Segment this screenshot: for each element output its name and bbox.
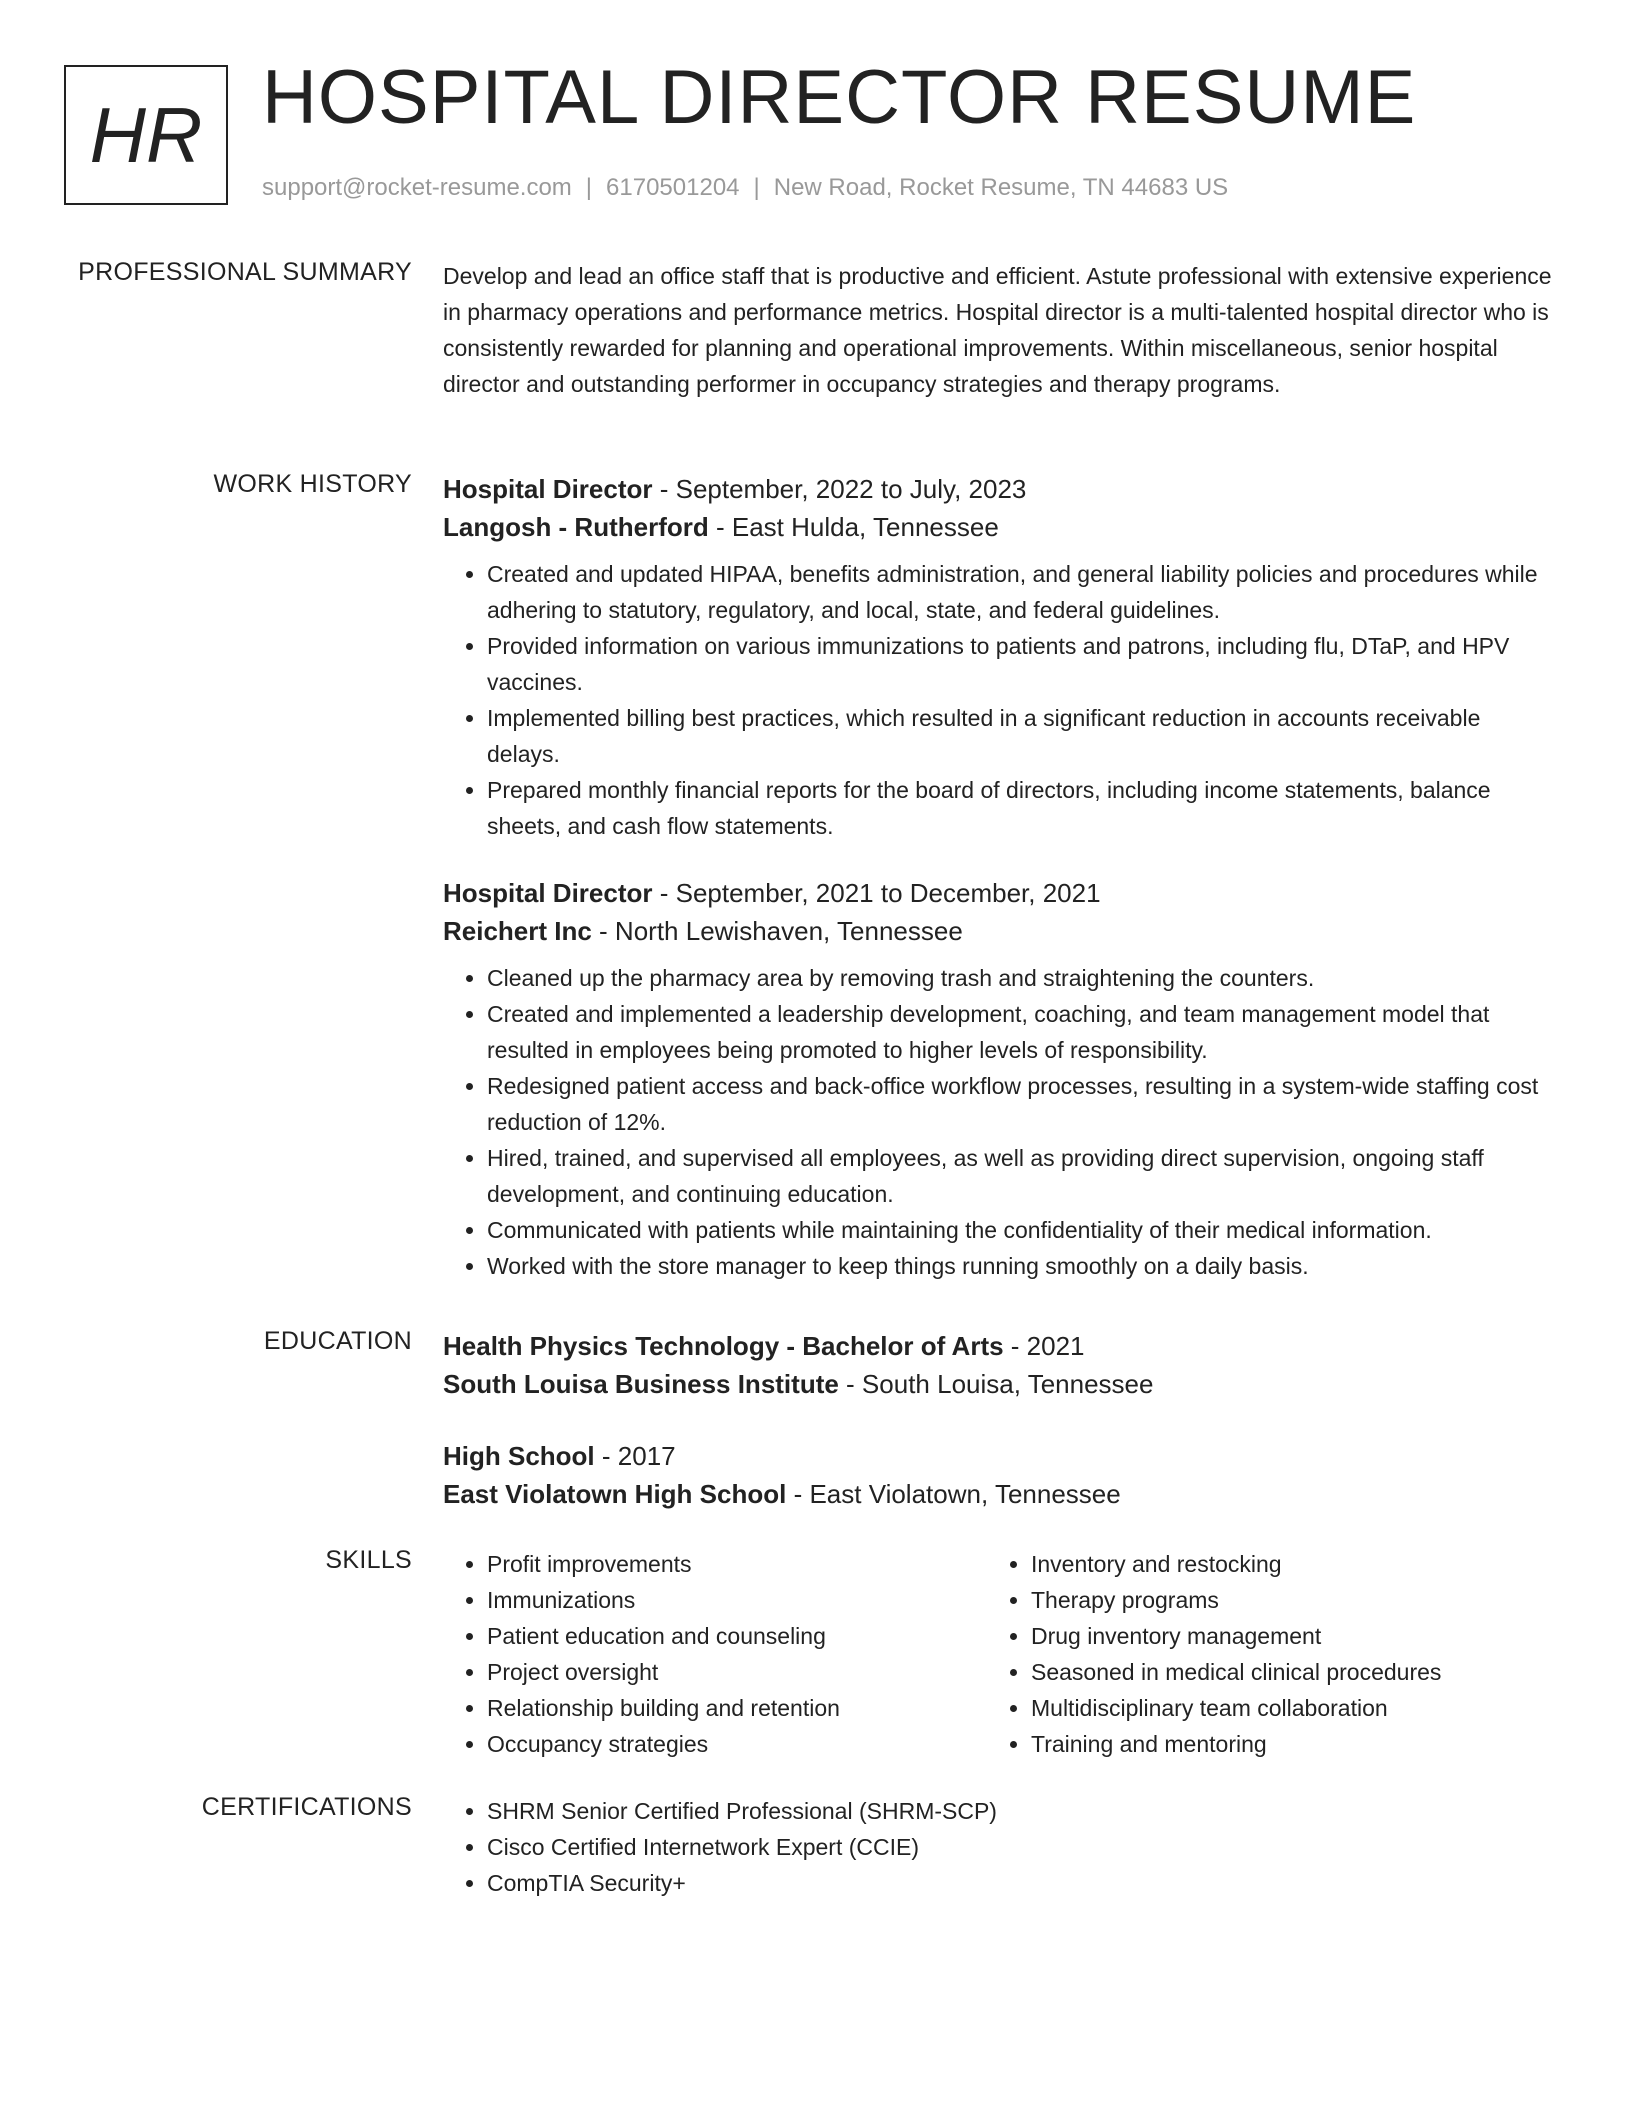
contact-address: New Road, Rocket Resume, TN 44683 US (773, 174, 1229, 201)
list-item: • Patient education and counseling (487, 1618, 987, 1654)
separator: | (753, 174, 760, 201)
summary-text: Develop and lead an office staff that is productive and efficient. Astute professional with extensive experience in pharmacy operations and performance metrics. Hospital director is a multi-talented hospital director who is consistently rewarded for planning and operational improvements. Within miscellaneous, senior hospital director and outstanding performer in occupancy strategies and therapy programs. (443, 263, 1552, 397)
list-item: • CompTIA Security+ (487, 1865, 1387, 1901)
degree: High School (443, 1441, 595, 1471)
list-item: • Implemented billing best practices, which resulted in a significant reduction in accounts receivable delays. (487, 700, 1553, 772)
list-item: • Created and updated HIPAA, benefits administration, and general liability policies and procedures while adhering to statutory, regulatory, and local, state, and federal guidelines. (487, 556, 1553, 628)
degree: Health Physics Technology - Bachelor of Arts (443, 1331, 1004, 1361)
school-line (443, 1475, 1553, 1513)
list-item: • SHRM Senior Certified Professional (SHRM-SCP) (487, 1793, 1387, 1829)
grad-year: - 2021 (1003, 1331, 1085, 1361)
job-company: Reichert Inc (443, 916, 592, 946)
school-location: - South Louisa, Tennessee (838, 1369, 1154, 1399)
job-title: Hospital Director (443, 474, 653, 504)
job-dates: - September, 2022 to July, 2023 (652, 474, 1027, 504)
section-heading: WORK HISTORY (213, 470, 412, 498)
skills-list-right (987, 1546, 1531, 1762)
job-dates: - September, 2021 to December, 2021 (652, 878, 1101, 908)
school-location: - East Violatown, Tennessee (786, 1479, 1121, 1509)
job-location: - North Lewishaven, Tennessee (591, 916, 963, 946)
job-title: Hospital Director (443, 878, 653, 908)
degree-line (443, 1437, 1553, 1475)
list-item: • Occupancy strategies (487, 1726, 987, 1762)
list-item: • Immunizations (487, 1582, 987, 1618)
list-item: • Training and mentoring (1031, 1726, 1531, 1762)
section-heading: SKILLS (325, 1546, 412, 1574)
certifications-list (443, 1793, 1387, 1901)
school-line (443, 1365, 1553, 1403)
list-item: • Profit improvements (487, 1546, 987, 1582)
list-item: • Created and implemented a leadership development, coaching, and team management model that resulted in employees being promoted to higher levels of responsibility. (487, 996, 1553, 1068)
contact-phone[interactable]: 6170501204 (606, 174, 740, 201)
list-item: • Communicated with patients while maintaining the confidentiality of their medical information. (487, 1212, 1553, 1248)
job-title-line (443, 470, 1553, 508)
list-item: • Cleaned up the pharmacy area by removing trash and straightening the counters. (487, 960, 1553, 996)
list-item: • Provided information on various immunizations to patients and patrons, including flu, DTaP, and HPV vaccines. (487, 628, 1553, 700)
education-entry (443, 1437, 1553, 1513)
list-item: • Hired, trained, and supervised all employees, as well as providing direct supervision, ongoing staff development, and continuing education. (487, 1140, 1553, 1212)
contact-email[interactable]: support@rocket-resume.com (262, 174, 572, 201)
skills-list-left (443, 1546, 987, 1762)
list-item: • Multidisciplinary team collaboration (1031, 1690, 1531, 1726)
section-heading: PROFESSIONAL SUMMARY (78, 258, 412, 286)
list-item: • Relationship building and retention (487, 1690, 987, 1726)
list-item: • Project oversight (487, 1654, 987, 1690)
job-company: Langosh - Rutherford (443, 512, 709, 542)
degree-line (443, 1327, 1553, 1365)
list-item: • Prepared monthly financial reports for the board of directors, including income statements, balance sheets, and cash flow statements. (487, 772, 1553, 844)
separator: | (585, 174, 593, 201)
list-item: • Seasoned in medical clinical procedures (1031, 1654, 1531, 1690)
job-title-line (443, 874, 1553, 912)
job-company-line (443, 508, 1553, 546)
job-bullets (443, 960, 1553, 1284)
list-item: • Drug inventory management (1031, 1618, 1531, 1654)
grad-year: - 2017 (594, 1441, 676, 1471)
list-item: • Inventory and restocking (1031, 1546, 1531, 1582)
education-entry (443, 1327, 1553, 1403)
contact-line (262, 174, 1228, 202)
list-item: • Therapy programs (1031, 1582, 1531, 1618)
school-name: South Louisa Business Institute (443, 1369, 839, 1399)
list-item: • Redesigned patient access and back-office workflow processes, resulting in a system-wide staffing cost reduction of 12%. (487, 1068, 1553, 1140)
job-company-line (443, 912, 1553, 950)
job-location: - East Hulda, Tennessee (708, 512, 999, 542)
skills-columns (443, 1546, 1553, 1762)
job-bullets (443, 556, 1553, 844)
school-name: East Violatown High School (443, 1479, 787, 1509)
monogram-logo: HR (64, 65, 228, 205)
section-heading: CERTIFICATIONS (201, 1793, 412, 1821)
job-entry (443, 470, 1553, 844)
list-item: • Cisco Certified Internetwork Expert (CCIE) (487, 1829, 1387, 1865)
resume-title: HOSPITAL DIRECTOR RESUME (262, 55, 1417, 140)
job-entry (443, 874, 1553, 1284)
list-item: • Worked with the store manager to keep things running smoothly on a daily basis. (487, 1248, 1553, 1284)
section-heading: EDUCATION (263, 1327, 412, 1355)
